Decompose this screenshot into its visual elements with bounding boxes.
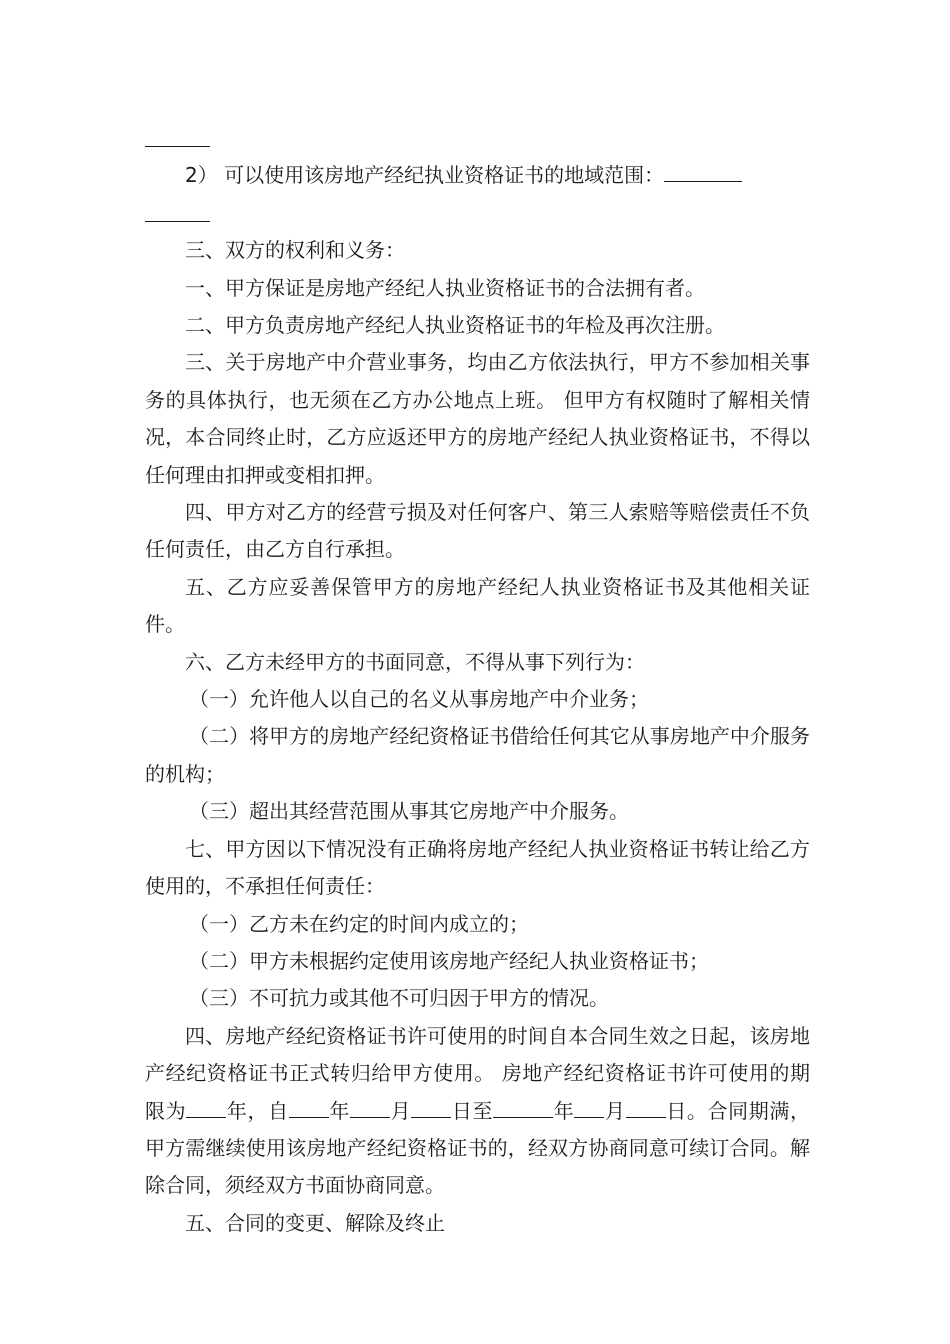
clause-7: 七、甲方因以下情况没有正确将房地产经纪人执业资格证书转让给乙方使用的，不承担任何责任： bbox=[145, 836, 810, 899]
term-intro: 四、房地产经纪资格证书许可使用的时间自本合同生效之日起，该房地产经纪资格证书正式转归给甲方使用。 房地产经纪资格证书许可使用的期限为 bbox=[145, 1023, 810, 1123]
clause-3: 三、关于房地产中介营业事务，均由乙方依法执行，甲方不参加相关事务的具体执行，也无须在乙方办公地点上班。 但甲方有权随时了解相关情况，本合同终止时，乙方应返还甲方的房地产经纪人执业资格证书，不得以任何理由扣押或变相扣押。 bbox=[145, 350, 810, 487]
term-year-label: 年 bbox=[328, 1098, 350, 1123]
item-2-label: 2） bbox=[185, 163, 218, 188]
clause-6: 六、乙方未经甲方的书面同意，不得从事下列行为： bbox=[185, 649, 645, 674]
fill-blank-years bbox=[186, 1116, 226, 1118]
document-page bbox=[145, 120, 810, 1242]
term-month-label: 月 bbox=[390, 1098, 412, 1123]
fill-blank-start-year bbox=[289, 1116, 329, 1118]
fill-blank-end-year bbox=[493, 1116, 553, 1118]
item-2-paragraph bbox=[145, 157, 810, 194]
clause-7-item-1: （一）乙方未在约定的时间内成立的； bbox=[189, 911, 529, 936]
fill-blank-start-month bbox=[350, 1116, 390, 1118]
clause-2: 二、甲方负责房地产经纪人执业资格证书的年检及再次注册。 bbox=[185, 313, 725, 337]
blank-line-region-cont bbox=[145, 195, 210, 232]
blank-line-top bbox=[145, 120, 210, 157]
section-3-title: 三、双方的权利和义务： bbox=[185, 238, 405, 263]
clause-1: 一、甲方保证是房地产经纪人执业资格证书的合法拥有者。 bbox=[185, 275, 705, 300]
clause-5: 五、乙方应妥善保管甲方的房地产经纪人执业资格证书及其他相关证件。 bbox=[145, 574, 810, 637]
clause-6-item-1: （一）允许他人以自己的名义从事房地产中介业务； bbox=[189, 687, 649, 712]
fill-blank-end-day bbox=[626, 1116, 666, 1118]
clause-4: 四、甲方对乙方的经营亏损及对任何客户、第三人索赔等赔偿责任不负任何责任，由乙方自行承担。 bbox=[145, 500, 810, 562]
term-year3-label: 年 bbox=[553, 1098, 575, 1123]
fill-blank-start-day bbox=[411, 1116, 451, 1118]
clause-term bbox=[145, 1018, 810, 1205]
term-month2-label: 月 bbox=[604, 1098, 626, 1123]
fill-blank-region bbox=[664, 180, 742, 182]
clause-7-item-3: （三）不可抗力或其他不可归因于甲方的情况。 bbox=[189, 986, 609, 1011]
term-outro: 日。合同期满，甲方需继续使用该房地产经纪资格证书的，经双方协商同意可续订合同。解除合同，须经双方书面协商同意。 bbox=[145, 1098, 810, 1198]
clause-6-item-3: （三）超出其经营范围从事其它房地产中介服务。 bbox=[189, 799, 629, 824]
section-5-title: 五、合同的变更、解除及终止 bbox=[185, 1210, 445, 1235]
clause-7-item-2: （二）甲方未根据约定使用该房地产经纪人执业资格证书； bbox=[189, 948, 709, 973]
term-year-from: 年，自 bbox=[226, 1098, 289, 1123]
item-2-text: 可以使用该房地产经纪执业资格证书的地域范围： bbox=[224, 163, 665, 188]
term-day-to: 日至 bbox=[451, 1098, 494, 1123]
fill-blank-end-month-a bbox=[574, 1116, 604, 1118]
clause-6-item-2: （二）将甲方的房地产经纪资格证书借给任何其它从事房地产中介服务的机构； bbox=[145, 724, 810, 786]
